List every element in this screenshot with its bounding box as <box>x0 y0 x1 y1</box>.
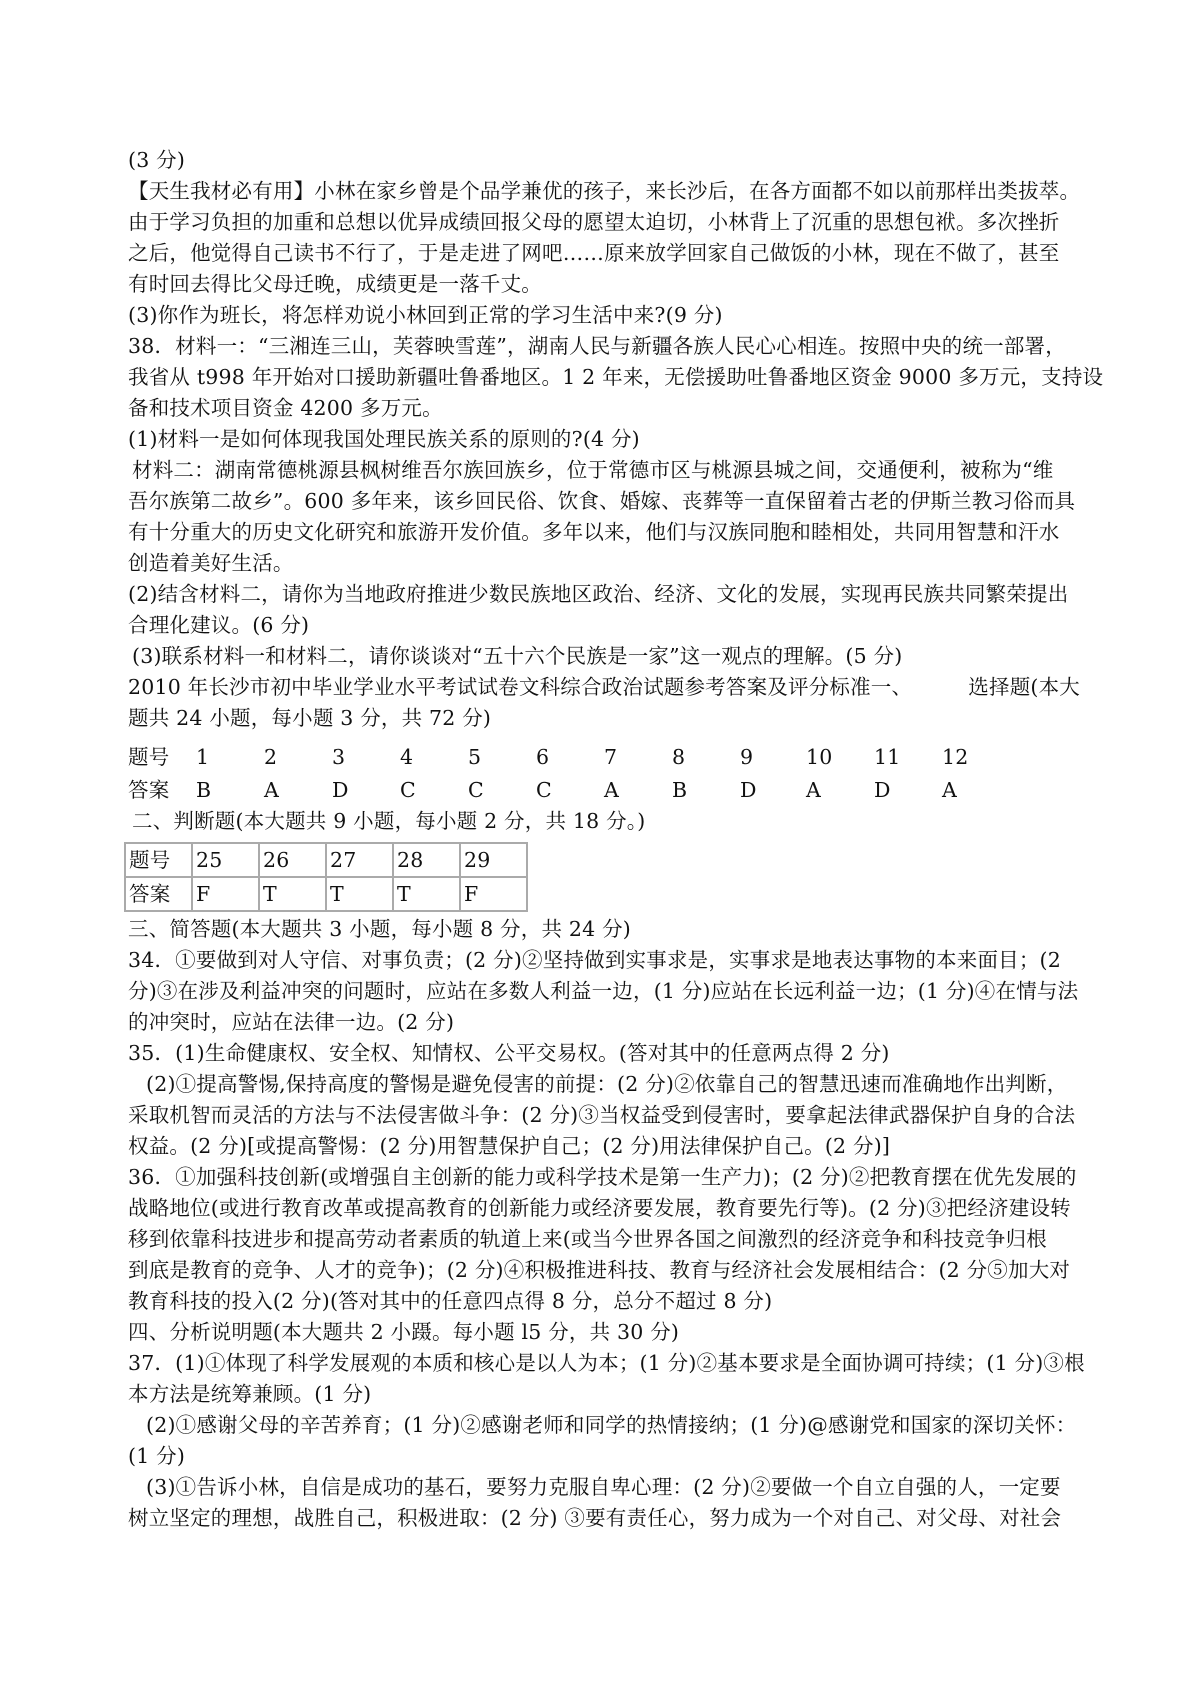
table-cell: 27 <box>326 843 393 877</box>
question-line: (3)联系材料一和材料二，请你谈谈对“五十六个民族是一家”这一观点的理解。(5 分) <box>132 644 903 668</box>
table-row <box>125 877 527 911</box>
answer-line: 37．(1)①体现了科学发展观的本质和核心是以人为本；(1 分)②基本要求是全面协调可持续；(1 分)③根 <box>128 1351 1085 1375</box>
text-line: 创造着美好生活。 <box>128 551 294 575</box>
text-line: 有十分重大的历史文化研究和旅游开发价值。多年以来，他们与汉族同胞和睦相处，共同用智慧和汗水 <box>128 520 1060 544</box>
answer-line: 教育科技的投入(2 分)(答对其中的任意四点得 8 分，总分不超过 8 分) <box>128 1289 773 1313</box>
section-heading: 2010 年长沙市初中毕业学业水平考试试卷文科综合政治试题参考答案及评分标准一、 <box>128 675 913 699</box>
answer-line: 34．①要做到对人守信、对事负责；(2 分)②坚持做到实事求是，实事求是地表达事物的本来面目；(2 <box>128 948 1061 972</box>
key-answer: C <box>400 778 416 802</box>
answer-line: 到底是教育的竞争、人才的竞争)；(2 分)④积极推进科技、教育与经济社会发展相结合：(2 分⑤加大对 <box>128 1258 1071 1282</box>
key-number: 7 <box>604 745 618 769</box>
question-line: (2)结含材料二，请你为当地政府推进少数民族地区政治、经济、文化的发展，实现再民族共同繁荣提出 <box>128 582 1069 606</box>
key-number: 4 <box>400 745 414 769</box>
key-answer: A <box>264 778 280 802</box>
key-number: 9 <box>740 745 754 769</box>
answer-line: (2)①感谢父母的辛苦养育；(1 分)②感谢老师和同学的热情接纳；(1 分)@感谢党和国家的深切关怀： <box>146 1413 1077 1437</box>
table-cell: 26 <box>259 843 326 877</box>
judgment-answer-table <box>124 842 528 912</box>
key-number: 8 <box>672 745 686 769</box>
section-heading: 四、分析说明题(本大题共 2 小蹑。每小题 l5 分，共 30 分) <box>128 1320 680 1344</box>
key-row-label: 题号 <box>128 745 170 769</box>
key-number: 12 <box>942 745 969 769</box>
question-line: (3)你作为班长，将怎样劝说小林回到正常的学习生活中来?(9 分) <box>128 303 723 327</box>
key-answer: A <box>604 778 620 802</box>
answer-line: (2)①提高警惕,保持高度的警惕是避免侵害的前提：(2 分)②依靠自己的智慧迅速而准确地作出判断， <box>146 1072 1068 1096</box>
key-answer: C <box>468 778 484 802</box>
text-line: 合理化建议。(6 分) <box>128 613 310 637</box>
answer-line: 树立坚定的理想，战胜自己，积极进取：(2 分) ③要有责任心，努力成为一个对自己、对父母、对社会 <box>128 1506 1062 1530</box>
section-heading: 三、简答题(本大题共 3 小题，每小题 8 分，共 24 分) <box>128 917 631 941</box>
section-heading: 二、判断题(本大题共 9 小题，每小题 2 分，共 18 分。) <box>132 809 646 833</box>
answer-line: 35．(1)生命健康权、安全权、知情权、公平交易权。(答对其中的任意两点得 2 分) <box>128 1041 890 1065</box>
table-row <box>125 843 527 877</box>
answer-line: (3)①告诉小林，自信是成功的基石，要努力克服自卑心理：(2 分)②要做一个自立自强的人，一定要 <box>146 1475 1061 1499</box>
text-line: 38．材料一：“三湘连三山，芙蓉映雪莲”，湖南人民与新疆各族人民心心相连。按照中央的统一部署， <box>128 334 1066 358</box>
text-line: 吾尔族第二故乡”。600 多年来，该乡回民俗、饮食、婚嫁、丧葬等一直保留着古老的伊斯兰教习俗而具 <box>128 489 1076 513</box>
key-answer: A <box>942 778 958 802</box>
text-line: (3 分) <box>128 148 186 172</box>
question-line: (1)材料一是如何体现我国处理民族关系的原则的?(4 分) <box>128 427 640 451</box>
table-cell: 题号 <box>125 843 192 877</box>
key-answer: A <box>806 778 822 802</box>
answer-line: 36．①加强科技创新(或增强自主创新的能力或科学技术是第一生产力)；(2 分)②把教育摆在优先发展的 <box>128 1165 1077 1189</box>
answer-line: 权益。(2 分)[或提高警惕：(2 分)用智慧保护自己；(2 分)用法律保护自己。(2 分)] <box>128 1134 891 1158</box>
table-cell: 28 <box>393 843 460 877</box>
section-heading-tail: 选择题(本大 <box>968 675 1080 699</box>
key-number: 5 <box>468 745 482 769</box>
table-cell: T <box>326 877 393 911</box>
text-line: 【天生我材必有用】小林在家乡曾是个品学兼优的孩子，来长沙后，在各方面都不如以前那样出类拔萃。 <box>128 179 1081 203</box>
answer-line: 战略地位(或进行教育改革或提高教育的创新能力或经济要发展，教育要先行等)。(2 分)③把经济建设转 <box>128 1196 1071 1220</box>
table-cell: T <box>393 877 460 911</box>
text-line: 备和技术项目资金 4200 多万元。 <box>128 396 443 420</box>
text-line: 有时回去得比父母迁晚，成绩更是一落千丈。 <box>128 272 542 296</box>
key-answer: C <box>536 778 552 802</box>
table-cell: 答案 <box>125 877 192 911</box>
table-cell: 25 <box>192 843 259 877</box>
key-number: 3 <box>332 745 346 769</box>
answer-line: 本方法是统筹兼顾。(1 分) <box>128 1382 372 1406</box>
text-line: 题共 24 小题，每小题 3 分，共 72 分) <box>128 706 492 730</box>
key-answer: D <box>740 778 757 802</box>
table-cell: T <box>259 877 326 911</box>
key-answer: B <box>196 778 212 802</box>
table-cell: 29 <box>460 843 527 877</box>
answer-line: 移到依靠科技进步和提高劳动者素质的轨道上来(或当今世界各国之间激烈的经济竞争和科技竞争归根 <box>128 1227 1047 1251</box>
key-number: 11 <box>874 745 901 769</box>
text-line: 由于学习负担的加重和总想以优异成绩回报父母的愿望太迫切，小林背上了沉重的思想包袱。多次挫折 <box>128 210 1060 234</box>
table-cell: F <box>460 877 527 911</box>
key-number: 10 <box>806 745 833 769</box>
key-number: 1 <box>196 745 210 769</box>
answer-line: 分)③在涉及利益冲突的问题时，应站在多数人利益一边，(1 分)应站在长远利益一边；(1 分)④在情与法 <box>128 979 1079 1003</box>
table-cell: F <box>192 877 259 911</box>
text-line: 之后，他觉得自己读书不行了，于是走进了网吧……原来放学回家自己做饭的小林，现在不做了，甚至 <box>128 241 1060 265</box>
key-answer: D <box>332 778 349 802</box>
answer-line: (1 分) <box>128 1444 186 1468</box>
answer-line: 采取机智而灵活的方法与不法侵害做斗争：(2 分)③当权益受到侵害时，要拿起法律武器保护自身的合法 <box>128 1103 1076 1127</box>
text-line: 材料二：湖南常德桃源县枫树维吾尔族回族乡，位于常德市区与桃源县城之间，交通便利，被称为“维 <box>132 458 1054 482</box>
key-answer: B <box>672 778 688 802</box>
key-answer: D <box>874 778 891 802</box>
text-line: 我省从 t998 年开始对口援助新疆吐鲁番地区。1 2 年来，无偿援助吐鲁番地区资金 9000 多万元，支持设 <box>128 365 1104 389</box>
key-number: 6 <box>536 745 550 769</box>
key-row-label: 答案 <box>128 778 170 802</box>
key-number: 2 <box>264 745 278 769</box>
answer-line: 的冲突时，应站在法律一边。(2 分) <box>128 1010 455 1034</box>
